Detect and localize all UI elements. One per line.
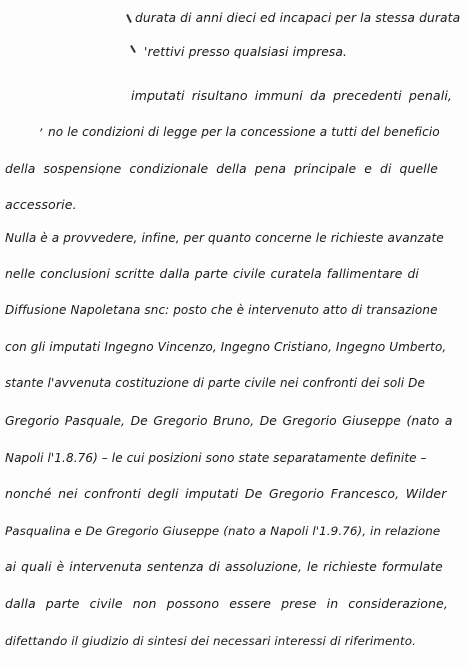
text-line-1: durata di anni dieci ed incapaci per la stessa durata: [135, 11, 461, 25]
text-line-5: della sospensione condizionale della pena principale e di quelle: [5, 161, 438, 176]
text-line-9: Diffusione Napoletana snc: posto che è intervenuto atto di transazione: [5, 303, 438, 317]
text-line-2: 'rettivi presso qualsiasi impresa.: [144, 45, 348, 59]
text-line-8: nelle conclusioni scritte dalla parte civile curatela fallimentare di: [5, 267, 419, 281]
text-line-10: con gli imputati Ingegno Vincenzo, Ingegno Cristiano, Ingegno Umberto,: [5, 340, 447, 354]
text-line-17: dalla parte civile non possono essere prese in considerazione,: [5, 596, 448, 611]
text-line-16: ai quali è intervenuta sentenza di assoluzione, le richieste formulate: [5, 560, 443, 574]
scan-mark: [126, 14, 132, 23]
text-line-11: stante l'avvenuta costituzione di parte civile nei confronti dei soli De: [5, 376, 425, 390]
text-line-15: Pasqualina e De Gregorio Giuseppe (nato a Napoli l'1.9.76), in relazione: [5, 524, 441, 538]
text-line-4: no le condizioni di legge per la concessione a tutti del beneficio: [48, 125, 440, 139]
text-line-3: imputati risultano immuni da precedenti penali,: [131, 88, 453, 103]
text-line-12: Gregorio Pasquale, De Gregorio Bruno, De Gregorio Giuseppe (nato a: [5, 414, 453, 428]
text-line-7: Nulla è a provvedere, infine, per quanto concerne le richieste avanzate: [5, 231, 444, 245]
scan-mark: [130, 45, 136, 53]
text-line-18: difettando il giudizio di sintesi dei necessari interessi di riferimento.: [5, 634, 417, 648]
text-line-6: accessorie.: [5, 197, 77, 212]
text-fragment: ,: [40, 118, 44, 133]
text-line-14: nonché nei confronti degli imputati De Gregorio Francesco, Wilder: [5, 486, 447, 501]
text-line-13: Napoli l'1.8.76) – le cui posizioni sono state separatamente definite –: [5, 451, 427, 465]
